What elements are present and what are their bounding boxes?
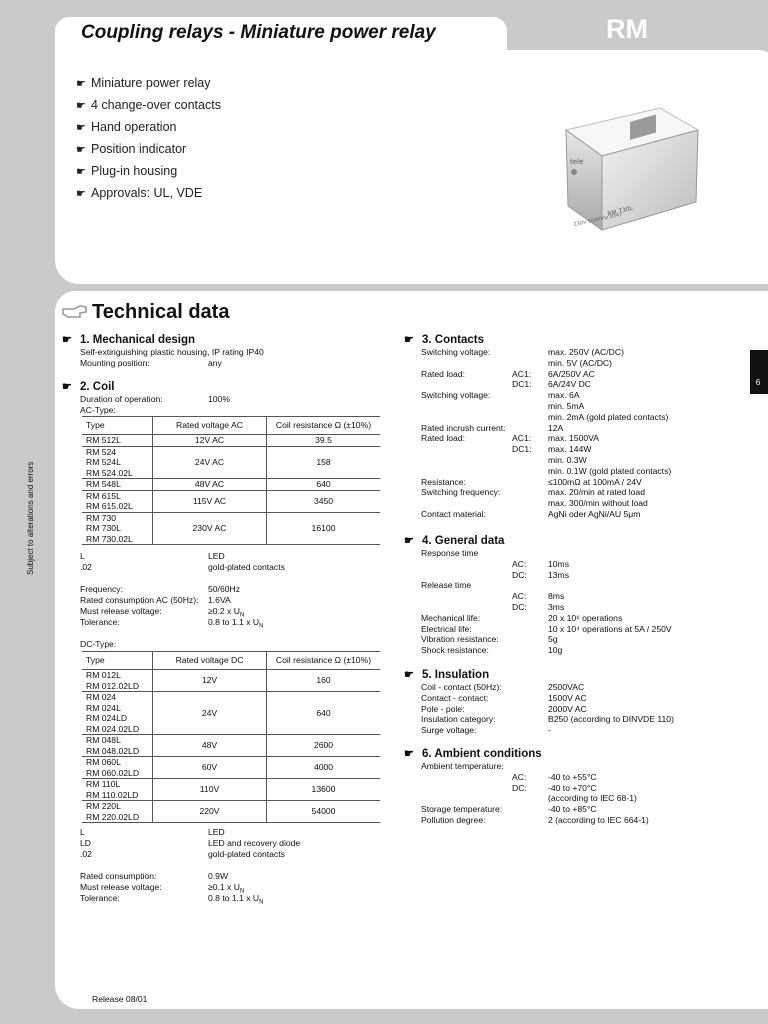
table-cell: 640 [267, 692, 381, 735]
hand-icon: ☛ [404, 535, 414, 547]
spec-label: Response time [421, 548, 479, 558]
spec-label: Must release voltage: [80, 882, 162, 892]
pointing-hand-icon [62, 303, 88, 321]
spec-sub-label: AC1: [512, 368, 532, 379]
spec-sub-label: AC: [512, 591, 527, 602]
hand-icon: ☛ [62, 334, 72, 346]
spec-label: Mechanical life: [421, 612, 481, 623]
spec-value: 2000V AC [548, 703, 587, 714]
section-mechanical [62, 333, 195, 346]
table-row [82, 801, 380, 823]
spec-label: Rated load: [421, 433, 465, 444]
mech-line1: Self-extinguishing plastic housing, IP rating IP40 [80, 347, 264, 357]
spec-sub-label: AC: [512, 558, 527, 569]
table-header-cell: Type [82, 652, 153, 670]
note-key: L [80, 551, 85, 561]
spec-value: ≤100mΩ at 100mA / 24V [548, 476, 642, 487]
spec-value: max. 250V (AC/DC) [548, 347, 624, 357]
spec-sub-label: AC: [512, 771, 527, 782]
table-cell: 12V AC [153, 435, 267, 447]
table-header-cell: Type [82, 417, 153, 435]
section-general [404, 534, 504, 547]
spec-label: Storage temperature: [421, 804, 503, 815]
spec-label: Rated consumption AC (50Hz): [80, 595, 199, 605]
feature-item: ☛ Approvals: UL, VDE [76, 186, 202, 200]
spec-value: 10 x 10⁴ operations at 5A / 250V [548, 623, 672, 634]
note-key: .02 [80, 849, 92, 859]
note-value: LED [208, 551, 225, 561]
spec-sub-label: DC: [512, 602, 527, 612]
technical-data-title: Technical data [92, 301, 230, 323]
spec-value: 12A [548, 422, 564, 433]
table-cell: 3450 [267, 490, 381, 512]
note-value: LED [208, 827, 225, 837]
spec-value: max. 300/min without load [548, 498, 648, 509]
hand-icon: ☛ [404, 334, 414, 346]
relay-brand: tele [570, 158, 584, 166]
spec-value: -40 to +55°C [548, 771, 597, 782]
header-title-box [55, 17, 507, 52]
dc-type-label: DC-Type: [80, 639, 117, 649]
spec-label: Electrical life: [421, 623, 472, 634]
table-row [82, 446, 380, 479]
spec-value: 20 x 10⁶ operations [548, 612, 623, 623]
section-title: 3. Contacts [422, 334, 484, 346]
section-title: 5. Insulation [422, 669, 490, 681]
spec-value: min. 5V (AC/DC) [548, 357, 612, 368]
table-cell: RM 548L [82, 479, 153, 491]
mech-mount-value: any [208, 358, 222, 368]
hand-icon: ☛ [62, 381, 72, 393]
table-cell: 115V AC [153, 490, 267, 512]
spec-value: min. 2mA (gold plated contacts) [548, 411, 669, 422]
spec-label: Rated consumption: [80, 871, 157, 881]
note-key: .02 [80, 562, 92, 572]
note-key: L [80, 827, 85, 837]
note-value: LED and recovery diode [208, 838, 301, 848]
spec-label: Resistance: [421, 476, 466, 487]
spec-label: Switching voltage: [421, 390, 491, 401]
note-key: LD [80, 838, 91, 848]
feature-item: ☛ Plug-in housing [76, 164, 177, 178]
section-insulation [404, 668, 489, 681]
table-cell: 24V AC [153, 446, 267, 479]
spec-value: 2500VAC [548, 682, 585, 692]
table-cell: 160 [267, 670, 381, 692]
spec-value: 10g [548, 645, 563, 656]
spec-value: 13ms [548, 569, 570, 580]
spec-value: ≥0.1 x $U_N$ [208, 882, 245, 895]
spec-value: -40 to +70°C [548, 782, 597, 793]
note-value: gold-plated contacts [208, 849, 285, 859]
spec-label: Rated incrush current: [421, 422, 506, 433]
spec-label: Vibration resistance: [421, 634, 499, 645]
spec-value: -40 to +85°C [548, 804, 597, 815]
spec-value: 0.8 to 1.1 x $U_N$ [208, 893, 264, 906]
table-row [82, 670, 380, 692]
hand-icon: ☛ [404, 748, 414, 760]
spec-label: Tolerance: [80, 893, 120, 903]
relay-product-image [560, 102, 705, 237]
spec-value: min. 0.1W (gold plated contacts) [548, 465, 672, 476]
spec-value: AgNi oder AgNi/AU 5μm [548, 509, 641, 519]
table-cell: RM 512L [82, 435, 153, 447]
spec-value: 3ms [548, 602, 565, 612]
spec-value: 2 (according to IEC 664-1) [548, 815, 649, 825]
table-cell: RM 060L RM 060.02LD [82, 757, 153, 779]
spec-label: Ambient temperature: [421, 761, 504, 771]
feature-item: ☛ Position indicator [76, 142, 186, 156]
spec-value: 6A/250V AC [548, 368, 595, 379]
spec-label: Switching voltage: [421, 347, 491, 357]
section-title: 2. Coil [80, 381, 115, 393]
spec-sub-label: DC: [512, 782, 527, 793]
table-cell: 158 [267, 446, 381, 479]
table-cell: RM 012L RM 012.02LD [82, 670, 153, 692]
table-row [82, 735, 380, 757]
table-header-cell: Coil resistance Ω (±10%) [267, 652, 381, 670]
spec-value: 0.9W [208, 871, 229, 881]
spec-value: 10ms [548, 558, 570, 569]
spec-label: Contact material: [421, 509, 486, 519]
page-title: Coupling relays - Miniature power relay [81, 22, 436, 43]
table-header-cell: Coil resistance Ω (±10%) [267, 417, 381, 435]
table-cell: RM 048L RM 048.02LD [82, 735, 153, 757]
section-title: 6. Ambient conditions [422, 748, 542, 760]
table-cell: RM 220L RM 220.02LD [82, 801, 153, 823]
section-contacts [404, 333, 484, 346]
chapter-number: 6 [755, 378, 761, 387]
mech-mount-label: Mounting position: [80, 358, 150, 368]
table-cell: 12V [153, 670, 267, 692]
spec-label: Contact - contact: [421, 692, 489, 703]
product-code: RM [606, 14, 648, 44]
relay-model: RM 730L [606, 204, 634, 218]
spec-label: Frequency: [80, 584, 123, 594]
table-cell: RM 730 RM 730L RM 730.02L [82, 512, 153, 545]
ac-type-label: AC-Type: [80, 405, 116, 415]
table-cell: 54000 [267, 801, 381, 823]
table-cell: 39.5 [267, 435, 381, 447]
spec-label: Tolerance: [80, 617, 120, 627]
side-note: Subject to alterations and errors [26, 461, 35, 575]
table-row [82, 779, 380, 801]
spec-value: 50/60Hz [208, 584, 241, 594]
section-ambient [404, 747, 542, 760]
table-cell: 24V [153, 692, 267, 735]
table-cell: 48V AC [153, 479, 267, 491]
table-header-cell: Rated voltage AC [153, 417, 267, 435]
section-title: 4. General data [422, 535, 505, 547]
feature-item: ☛ 4 change-over contacts [76, 98, 221, 112]
table-cell: 230V AC [153, 512, 267, 545]
table-row [82, 479, 380, 491]
spec-label: Pollution degree: [421, 815, 486, 825]
spec-sub-label: AC1: [512, 433, 532, 444]
ac-coil-table [82, 416, 380, 545]
table-cell: 48V [153, 735, 267, 757]
spec-value: min. 0.3W [548, 455, 587, 465]
spec-sub-label: DC1: [512, 444, 532, 455]
spec-value: max. 1500VA [548, 433, 599, 444]
table-row [82, 757, 380, 779]
table-cell: 13600 [267, 779, 381, 801]
dc-coil-table [82, 651, 380, 823]
spec-value: - [548, 725, 551, 736]
table-row [82, 512, 380, 545]
spec-value: min. 5mA [548, 401, 585, 411]
table-header-cell: Rated voltage DC [153, 652, 267, 670]
spec-label: Insulation category: [421, 714, 496, 725]
relay-print: 230V 50/60Hz 0347 [573, 211, 624, 228]
spec-value: 8ms [548, 591, 565, 602]
table-cell: 60V [153, 757, 267, 779]
spec-value: 5g [548, 634, 558, 645]
table-cell: 4000 [267, 757, 381, 779]
spec-label: Rated load: [421, 368, 465, 379]
spec-value: max. 6A [548, 390, 580, 401]
table-cell: 16100 [267, 512, 381, 545]
spec-value: ≥0.2 x $U_N$ [208, 606, 245, 619]
table-cell: RM 524 RM 524L RM 524.02L [82, 446, 153, 479]
table-cell: 220V [153, 801, 267, 823]
section-coil [62, 380, 115, 393]
table-cell: RM 110L RM 110.02LD [82, 779, 153, 801]
coil-duration-value: 100% [208, 394, 230, 404]
spec-value: max. 144W [548, 444, 592, 455]
table-cell: 640 [267, 479, 381, 491]
table-row [82, 692, 380, 735]
spec-label: Must release voltage: [80, 606, 162, 616]
table-cell: 110V [153, 779, 267, 801]
spec-label: Pole - pole: [421, 703, 465, 714]
table-cell: 2600 [267, 735, 381, 757]
table-cell: RM 615L RM 615.02L [82, 490, 153, 512]
spec-value: 1.6VA [208, 595, 231, 605]
spec-value: 1500V AC [548, 692, 587, 703]
spec-sub-label: DC: [512, 569, 527, 580]
table-cell: RM 024 RM 024L RM 024LD RM 024.02LD [82, 692, 153, 735]
spec-value: 6A/24V DC [548, 379, 591, 390]
spec-value: (according to IEC 68-1) [548, 793, 637, 804]
chapter-tab [750, 350, 768, 394]
table-row [82, 435, 380, 447]
feature-item: ☛ Miniature power relay [76, 76, 211, 90]
spec-value: 0.8 to 1.1 x $U_N$ [208, 617, 264, 630]
spec-label: Surge voltage: [421, 725, 477, 736]
table-row [82, 490, 380, 512]
coil-duration-label: Duration of operation: [80, 394, 163, 404]
note-value: gold-plated contacts [208, 562, 285, 572]
section-title: 1. Mechanical design [80, 334, 196, 346]
release-info: Release 08/01 [92, 994, 148, 1004]
spec-label: Coil - contact (50Hz): [421, 682, 502, 692]
spec-label: Shock resistance: [421, 645, 489, 656]
feature-item: ☛ Hand operation [76, 120, 176, 134]
spec-label: Switching frequency: [421, 487, 501, 498]
spec-value: max. 20/min at rated load [548, 487, 645, 498]
spec-value: B250 (according to DINVDE 110) [548, 714, 674, 725]
spec-sub-label: DC1: [512, 379, 532, 390]
hand-icon: ☛ [404, 669, 414, 681]
spec-label: Release time [421, 580, 472, 591]
